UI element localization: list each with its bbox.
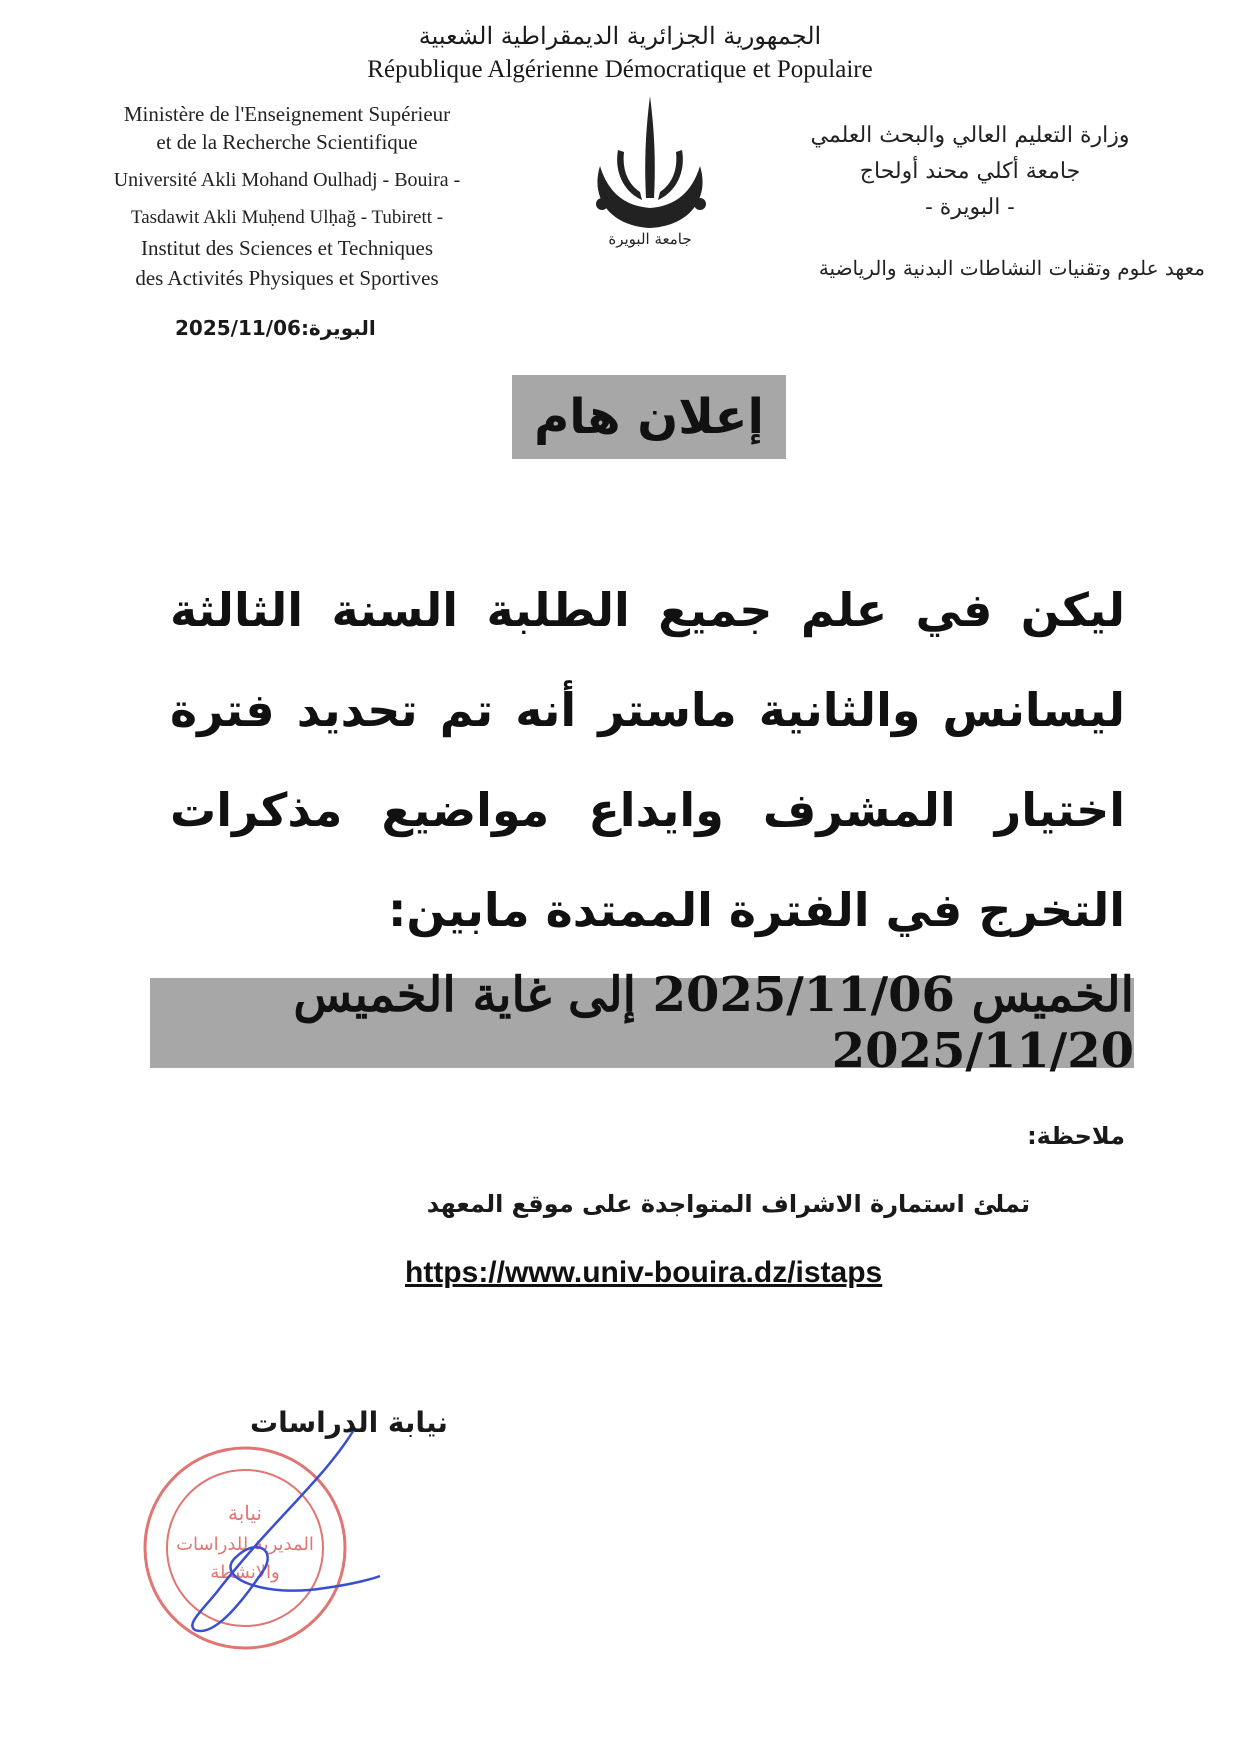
announcement-body: ليكن في علم جميع الطلبة السنة الثالثة ليسانس والثانية ماستر أنه تم تحديد فترة اختيار المشرف وايداع مواضيع مذكرات التخرج في الفترة الممتدة مابين: <box>170 583 1125 937</box>
note-text: تملئ استمارة الاشراف المتواجدة على موقع المعهد <box>426 1190 1030 1218</box>
document-date: البويرة:2025/11/06 <box>175 316 376 340</box>
ministry-line-ar: وزارة التعليم العالي والبحث العلمي <box>810 123 1130 148</box>
city-line-ar: - البويرة - <box>925 195 1015 220</box>
signature-label: نيابة الدراسات <box>250 1406 448 1439</box>
arabic-institution-block <box>735 118 1205 280</box>
institute-website-link[interactable]: https://www.univ-bouira.dz/istaps <box>405 1256 883 1289</box>
svg-text:والانشطة: والانشطة <box>210 1562 280 1583</box>
university-logo <box>580 88 720 248</box>
university-line-kab: Tasdawit Akli Muḥend Ulḥağ - Tubirett - <box>130 207 444 228</box>
french-republic-header: République Algérienne Démocratique et Populaire <box>367 56 873 83</box>
period-text: الخميس 2025/11/06 إلى غاية الخميس 2025/11/20 <box>293 967 1134 1079</box>
university-line-fr: Université Akli Mohand Oulhadj - Bouira - <box>113 169 461 191</box>
arabic-republic-header: الجمهورية الجزائرية الديمقراطية الشعبية <box>418 22 822 50</box>
logo-caption: جامعة البويرة <box>608 230 692 248</box>
announcement-title: إعلان هام <box>534 389 764 445</box>
institute-line-2: des Activités Physiques et Sportives <box>135 266 439 290</box>
note-label: ملاحظة: <box>1027 1122 1125 1150</box>
svg-text:المديرية للدراسات: المديرية للدراسات <box>176 1534 314 1555</box>
ministry-line-2: et de la Recherche Scientifique <box>156 130 418 154</box>
university-line-ar: جامعة أكلي محند أولحاج <box>859 159 1081 184</box>
title-highlight <box>512 375 786 459</box>
ministry-line-1: Ministère de l'Enseignement Supérieur <box>123 102 451 126</box>
institute-line-1: Institut des Sciences et Techniques <box>140 236 434 260</box>
university-logo-icon <box>580 88 720 248</box>
french-institution-block <box>62 100 512 292</box>
period-highlight <box>150 967 1134 1079</box>
institute-line-ar: معهد علوم وتقنيات النشاطات البدنية والرياضية <box>818 256 1205 280</box>
svg-text:نيابة: نيابة <box>228 1501 262 1525</box>
